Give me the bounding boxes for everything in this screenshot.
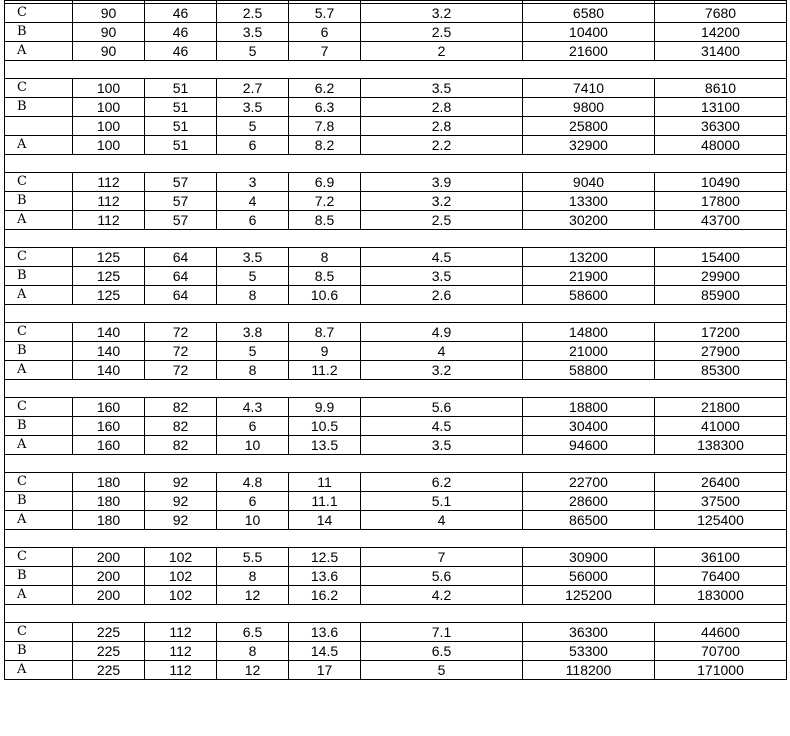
- grade-cell: A: [5, 661, 73, 680]
- value-cell-6: 25800: [523, 117, 655, 136]
- value-cell-7: 183000: [655, 586, 787, 605]
- value-cell-7: 29900: [655, 267, 787, 286]
- value-cell-5: 5.6: [361, 567, 523, 586]
- value-cell-1: 160: [73, 398, 145, 417]
- grade-cell: B: [5, 567, 73, 586]
- value-cell-5: 4.9: [361, 323, 523, 342]
- value-cell-2: 112: [145, 623, 217, 642]
- value-cell-3: 10: [217, 436, 289, 455]
- value-cell-1: 100: [73, 79, 145, 98]
- value-cell-6: 21900: [523, 267, 655, 286]
- value-cell-2: 51: [145, 117, 217, 136]
- value-cell-3: 5: [217, 42, 289, 61]
- value-cell-2: 102: [145, 567, 217, 586]
- value-cell-3: 2.5: [217, 4, 289, 23]
- value-cell-3: 3.5: [217, 23, 289, 42]
- value-cell-6: 22700: [523, 473, 655, 492]
- table-row: [5, 98, 787, 117]
- value-cell-5: 3.9: [361, 173, 523, 192]
- value-cell-1: 100: [73, 117, 145, 136]
- value-cell-7: 21800: [655, 398, 787, 417]
- value-cell-4: 5.7: [289, 4, 361, 23]
- value-cell-1: 160: [73, 436, 145, 455]
- grade-cell: A: [5, 286, 73, 305]
- group-separator-row: [5, 380, 787, 398]
- value-cell-4: 9.9: [289, 398, 361, 417]
- value-cell-7: 138300: [655, 436, 787, 455]
- value-cell-5: 2.2: [361, 136, 523, 155]
- value-cell-5: 4: [361, 342, 523, 361]
- grade-cell: C: [5, 398, 73, 417]
- value-cell-3: 5: [217, 117, 289, 136]
- value-cell-7: 36100: [655, 548, 787, 567]
- value-cell-2: 112: [145, 661, 217, 680]
- value-cell-7: 13100: [655, 98, 787, 117]
- value-cell-2: 82: [145, 398, 217, 417]
- grade-cell: C: [5, 79, 73, 98]
- value-cell-2: 51: [145, 136, 217, 155]
- table-row: [5, 567, 787, 586]
- value-cell-4: 7.2: [289, 192, 361, 211]
- value-cell-2: 82: [145, 417, 217, 436]
- value-cell-5: 3.2: [361, 192, 523, 211]
- value-cell-4: 7: [289, 42, 361, 61]
- value-cell-5: 3.2: [361, 361, 523, 380]
- grade-cell: A: [5, 211, 73, 230]
- value-cell-2: 46: [145, 4, 217, 23]
- table-row: [5, 192, 787, 211]
- value-cell-5: 2.5: [361, 23, 523, 42]
- value-cell-4: 11.2: [289, 361, 361, 380]
- value-cell-1: 180: [73, 473, 145, 492]
- value-cell-3: 6: [217, 417, 289, 436]
- separator-cell: [5, 380, 787, 398]
- value-cell-7: 44600: [655, 623, 787, 642]
- value-cell-1: 125: [73, 248, 145, 267]
- separator-cell: [5, 530, 787, 548]
- value-cell-1: 200: [73, 548, 145, 567]
- value-cell-7: 15400: [655, 248, 787, 267]
- value-cell-4: 14: [289, 511, 361, 530]
- value-cell-6: 58600: [523, 286, 655, 305]
- group-separator-row: [5, 61, 787, 79]
- value-cell-7: 48000: [655, 136, 787, 155]
- value-cell-2: 82: [145, 436, 217, 455]
- value-cell-3: 4: [217, 192, 289, 211]
- value-cell-6: 125200: [523, 586, 655, 605]
- value-cell-2: 72: [145, 323, 217, 342]
- table-row: [5, 323, 787, 342]
- grade-cell: C: [5, 248, 73, 267]
- value-cell-4: 14.5: [289, 642, 361, 661]
- value-cell-1: 112: [73, 211, 145, 230]
- grade-cell: C: [5, 4, 73, 23]
- value-cell-1: 200: [73, 586, 145, 605]
- grade-cell: B: [5, 342, 73, 361]
- value-cell-1: 160: [73, 417, 145, 436]
- group-separator-row: [5, 305, 787, 323]
- value-cell-6: 30200: [523, 211, 655, 230]
- value-cell-1: 140: [73, 361, 145, 380]
- group-separator-row: [5, 155, 787, 173]
- table-row: [5, 117, 787, 136]
- separator-cell: [5, 61, 787, 79]
- value-cell-6: 21000: [523, 342, 655, 361]
- value-cell-1: 100: [73, 98, 145, 117]
- value-cell-3: 2.7: [217, 79, 289, 98]
- value-cell-4: 10.6: [289, 286, 361, 305]
- table-row: [5, 42, 787, 61]
- value-cell-3: 12: [217, 586, 289, 605]
- value-cell-2: 72: [145, 361, 217, 380]
- value-cell-3: 6: [217, 211, 289, 230]
- value-cell-6: 9800: [523, 98, 655, 117]
- value-cell-5: 3.2: [361, 4, 523, 23]
- value-cell-3: 5.5: [217, 548, 289, 567]
- value-cell-5: 2.6: [361, 286, 523, 305]
- value-cell-7: 17200: [655, 323, 787, 342]
- value-cell-3: 3.5: [217, 248, 289, 267]
- value-cell-2: 102: [145, 586, 217, 605]
- value-cell-4: 13.5: [289, 436, 361, 455]
- table-row: [5, 79, 787, 98]
- value-cell-2: 64: [145, 267, 217, 286]
- value-cell-2: 57: [145, 173, 217, 192]
- value-cell-5: 6.2: [361, 473, 523, 492]
- value-cell-1: 90: [73, 4, 145, 23]
- value-cell-7: 70700: [655, 642, 787, 661]
- value-cell-4: 16.2: [289, 586, 361, 605]
- value-cell-4: 9: [289, 342, 361, 361]
- grade-cell: A: [5, 361, 73, 380]
- value-cell-1: 180: [73, 511, 145, 530]
- value-cell-1: 125: [73, 286, 145, 305]
- table-row: [5, 436, 787, 455]
- value-cell-3: 8: [217, 361, 289, 380]
- value-cell-2: 92: [145, 473, 217, 492]
- value-cell-3: 4.8: [217, 473, 289, 492]
- value-cell-2: 64: [145, 248, 217, 267]
- value-cell-3: 3.5: [217, 98, 289, 117]
- value-cell-7: 26400: [655, 473, 787, 492]
- value-cell-7: 8610: [655, 79, 787, 98]
- table-row: [5, 398, 787, 417]
- value-cell-3: 3: [217, 173, 289, 192]
- value-cell-4: 11: [289, 473, 361, 492]
- value-cell-1: 225: [73, 642, 145, 661]
- value-cell-5: 5.6: [361, 398, 523, 417]
- separator-cell: [5, 230, 787, 248]
- value-cell-6: 58800: [523, 361, 655, 380]
- group-separator-row: [5, 530, 787, 548]
- value-cell-7: 41000: [655, 417, 787, 436]
- value-cell-6: 30400: [523, 417, 655, 436]
- grade-cell: B: [5, 267, 73, 286]
- table-row: [5, 23, 787, 42]
- grade-cell: C: [5, 548, 73, 567]
- value-cell-6: 53300: [523, 642, 655, 661]
- table-row: [5, 473, 787, 492]
- value-cell-2: 92: [145, 492, 217, 511]
- grade-cell: C: [5, 473, 73, 492]
- table-row: [5, 417, 787, 436]
- value-cell-1: 90: [73, 42, 145, 61]
- value-cell-6: 21600: [523, 42, 655, 61]
- table-row: [5, 361, 787, 380]
- value-cell-4: 6.9: [289, 173, 361, 192]
- separator-cell: [5, 305, 787, 323]
- value-cell-6: 32900: [523, 136, 655, 155]
- value-cell-1: 200: [73, 567, 145, 586]
- value-cell-5: 3.5: [361, 267, 523, 286]
- value-cell-4: 11.1: [289, 492, 361, 511]
- value-cell-6: 14800: [523, 323, 655, 342]
- value-cell-4: 8.2: [289, 136, 361, 155]
- value-cell-6: 13300: [523, 192, 655, 211]
- grade-cell: A: [5, 511, 73, 530]
- table-row: [5, 511, 787, 530]
- value-cell-1: 225: [73, 661, 145, 680]
- value-cell-3: 3.8: [217, 323, 289, 342]
- value-cell-6: 36300: [523, 623, 655, 642]
- value-cell-7: 125400: [655, 511, 787, 530]
- separator-cell: [5, 155, 787, 173]
- table-row: [5, 267, 787, 286]
- value-cell-4: 7.8: [289, 117, 361, 136]
- value-cell-3: 6: [217, 136, 289, 155]
- value-cell-2: 51: [145, 98, 217, 117]
- value-cell-1: 180: [73, 492, 145, 511]
- value-cell-7: 43700: [655, 211, 787, 230]
- value-cell-7: 37500: [655, 492, 787, 511]
- grade-cell: B: [5, 23, 73, 42]
- value-cell-2: 102: [145, 548, 217, 567]
- value-cell-1: 140: [73, 342, 145, 361]
- group-separator-row: [5, 605, 787, 623]
- group-separator-row: [5, 230, 787, 248]
- value-cell-7: 14200: [655, 23, 787, 42]
- separator-cell: [5, 605, 787, 623]
- table-row: [5, 623, 787, 642]
- value-cell-4: 6.3: [289, 98, 361, 117]
- value-cell-7: 31400: [655, 42, 787, 61]
- value-cell-6: 13200: [523, 248, 655, 267]
- table-row: [5, 661, 787, 680]
- value-cell-2: 51: [145, 79, 217, 98]
- grade-cell: [5, 117, 73, 136]
- value-cell-2: 57: [145, 211, 217, 230]
- value-cell-4: 13.6: [289, 623, 361, 642]
- value-cell-3: 5: [217, 342, 289, 361]
- value-cell-5: 3.5: [361, 436, 523, 455]
- value-cell-3: 4.3: [217, 398, 289, 417]
- value-cell-3: 8: [217, 642, 289, 661]
- table-row: [5, 136, 787, 155]
- value-cell-1: 90: [73, 23, 145, 42]
- table-row: [5, 173, 787, 192]
- value-cell-1: 125: [73, 267, 145, 286]
- grade-cell: A: [5, 586, 73, 605]
- value-cell-1: 140: [73, 323, 145, 342]
- value-cell-7: 10490: [655, 173, 787, 192]
- value-cell-6: 94600: [523, 436, 655, 455]
- value-cell-3: 6.5: [217, 623, 289, 642]
- value-cell-6: 6580: [523, 4, 655, 23]
- value-cell-6: 118200: [523, 661, 655, 680]
- value-cell-5: 2.8: [361, 98, 523, 117]
- value-cell-5: 2: [361, 42, 523, 61]
- grade-cell: A: [5, 42, 73, 61]
- value-cell-7: 171000: [655, 661, 787, 680]
- grade-cell: A: [5, 436, 73, 455]
- value-cell-5: 4: [361, 511, 523, 530]
- separator-cell: [5, 455, 787, 473]
- value-cell-3: 5: [217, 267, 289, 286]
- table-row: [5, 642, 787, 661]
- table-row: [5, 548, 787, 567]
- value-cell-7: 36300: [655, 117, 787, 136]
- value-cell-4: 8.5: [289, 267, 361, 286]
- grade-cell: C: [5, 323, 73, 342]
- value-cell-1: 225: [73, 623, 145, 642]
- value-cell-2: 92: [145, 511, 217, 530]
- value-cell-5: 6.5: [361, 642, 523, 661]
- value-cell-3: 6: [217, 492, 289, 511]
- grade-cell: C: [5, 623, 73, 642]
- value-cell-6: 10400: [523, 23, 655, 42]
- value-cell-2: 46: [145, 23, 217, 42]
- value-cell-3: 12: [217, 661, 289, 680]
- value-cell-4: 10.5: [289, 417, 361, 436]
- table-row: [5, 211, 787, 230]
- value-cell-6: 7410: [523, 79, 655, 98]
- value-cell-7: 17800: [655, 192, 787, 211]
- value-cell-4: 17: [289, 661, 361, 680]
- value-cell-7: 7680: [655, 4, 787, 23]
- value-cell-4: 8: [289, 248, 361, 267]
- table-row: [5, 492, 787, 511]
- value-cell-4: 13.6: [289, 567, 361, 586]
- value-cell-3: 8: [217, 286, 289, 305]
- table-row: [5, 286, 787, 305]
- value-cell-5: 7.1: [361, 623, 523, 642]
- grade-cell: B: [5, 192, 73, 211]
- grade-cell: B: [5, 98, 73, 117]
- value-cell-5: 2.5: [361, 211, 523, 230]
- value-cell-5: 5: [361, 661, 523, 680]
- value-cell-5: 4.5: [361, 248, 523, 267]
- value-cell-1: 112: [73, 173, 145, 192]
- value-cell-6: 86500: [523, 511, 655, 530]
- value-cell-2: 57: [145, 192, 217, 211]
- value-cell-4: 6.2: [289, 79, 361, 98]
- value-cell-5: 4.2: [361, 586, 523, 605]
- table-row: [5, 4, 787, 23]
- table-row: [5, 586, 787, 605]
- value-cell-5: 7: [361, 548, 523, 567]
- value-cell-2: 72: [145, 342, 217, 361]
- value-cell-7: 85900: [655, 286, 787, 305]
- value-cell-3: 10: [217, 511, 289, 530]
- value-cell-5: 5.1: [361, 492, 523, 511]
- value-cell-2: 46: [145, 42, 217, 61]
- grade-cell: B: [5, 642, 73, 661]
- value-cell-6: 9040: [523, 173, 655, 192]
- grade-cell: B: [5, 492, 73, 511]
- value-cell-5: 3.5: [361, 79, 523, 98]
- grade-cell: C: [5, 173, 73, 192]
- table-row: [5, 248, 787, 267]
- value-cell-4: 8.7: [289, 323, 361, 342]
- data-table: [4, 0, 787, 680]
- value-cell-4: 6: [289, 23, 361, 42]
- table-row: [5, 342, 787, 361]
- value-cell-3: 8: [217, 567, 289, 586]
- group-separator-row: [5, 455, 787, 473]
- grade-cell: A: [5, 136, 73, 155]
- value-cell-6: 18800: [523, 398, 655, 417]
- value-cell-7: 85300: [655, 361, 787, 380]
- value-cell-5: 2.8: [361, 117, 523, 136]
- value-cell-7: 76400: [655, 567, 787, 586]
- value-cell-6: 30900: [523, 548, 655, 567]
- value-cell-4: 12.5: [289, 548, 361, 567]
- value-cell-2: 112: [145, 642, 217, 661]
- value-cell-4: 8.5: [289, 211, 361, 230]
- value-cell-2: 64: [145, 286, 217, 305]
- value-cell-5: 4.5: [361, 417, 523, 436]
- grade-cell: B: [5, 417, 73, 436]
- value-cell-7: 27900: [655, 342, 787, 361]
- table-body: [5, 1, 787, 680]
- value-cell-6: 28600: [523, 492, 655, 511]
- value-cell-6: 56000: [523, 567, 655, 586]
- value-cell-1: 100: [73, 136, 145, 155]
- value-cell-1: 112: [73, 192, 145, 211]
